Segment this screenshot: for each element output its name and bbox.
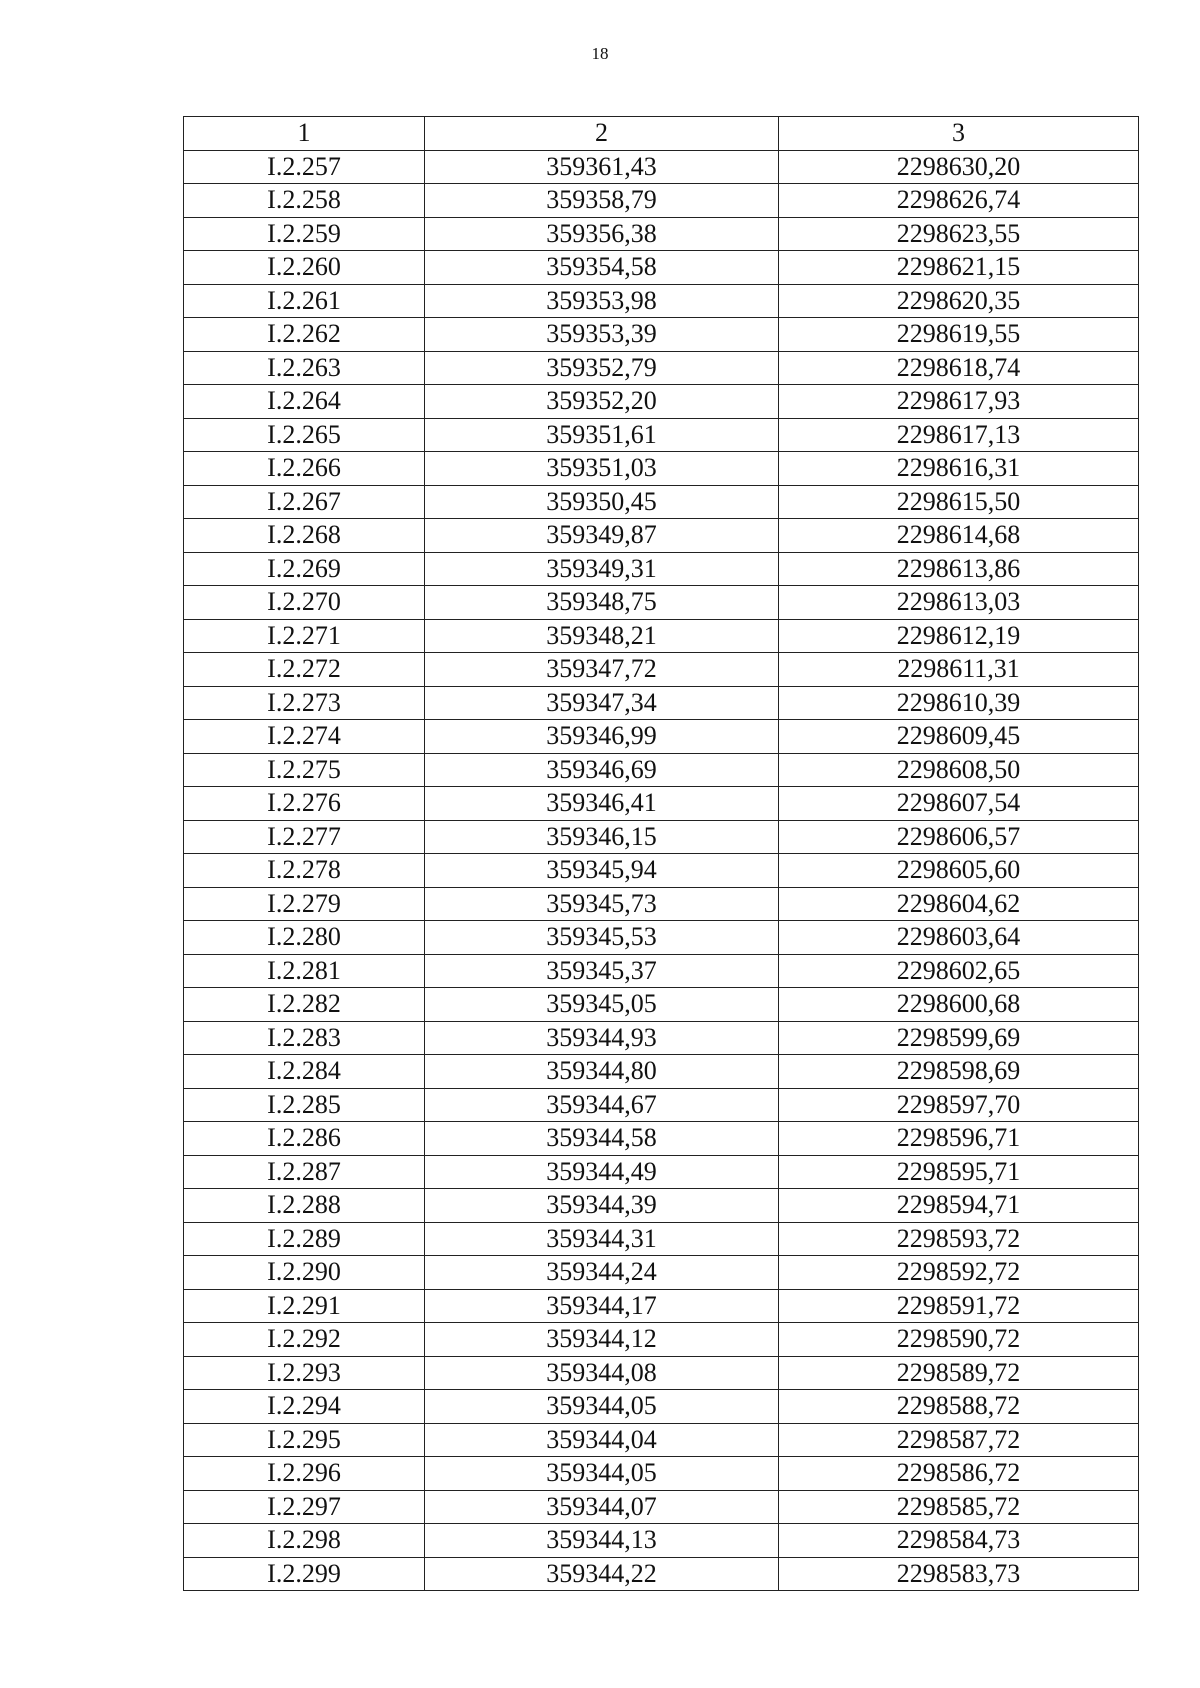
y-coordinate-cell: 2298600,68: [779, 988, 1139, 1022]
table-row: [184, 1222, 1139, 1256]
point-id-cell: I.2.264: [184, 385, 425, 419]
point-id-cell: I.2.286: [184, 1122, 425, 1156]
point-id-cell: I.2.282: [184, 988, 425, 1022]
x-coordinate-cell: 359344,22: [425, 1557, 779, 1591]
table-row: [184, 1323, 1139, 1357]
point-id-cell: I.2.283: [184, 1021, 425, 1055]
x-coordinate-cell: 359344,13: [425, 1524, 779, 1558]
y-coordinate-cell: 2298590,72: [779, 1323, 1139, 1357]
x-coordinate-cell: 359345,53: [425, 921, 779, 955]
table-row: [184, 485, 1139, 519]
point-id-cell: I.2.279: [184, 887, 425, 921]
point-id-cell: I.2.257: [184, 150, 425, 184]
y-coordinate-cell: 2298606,57: [779, 820, 1139, 854]
x-coordinate-cell: 359344,80: [425, 1055, 779, 1089]
y-coordinate-cell: 2298616,31: [779, 452, 1139, 486]
table-row: [184, 318, 1139, 352]
y-coordinate-cell: 2298610,39: [779, 686, 1139, 720]
x-coordinate-cell: 359345,05: [425, 988, 779, 1022]
y-coordinate-cell: 2298618,74: [779, 351, 1139, 385]
point-id-cell: I.2.273: [184, 686, 425, 720]
column-header-1: 1: [184, 117, 425, 151]
point-id-cell: I.2.287: [184, 1155, 425, 1189]
table-row: [184, 1088, 1139, 1122]
table-row: [184, 720, 1139, 754]
y-coordinate-cell: 2298591,72: [779, 1289, 1139, 1323]
x-coordinate-cell: 359345,94: [425, 854, 779, 888]
table-row: [184, 251, 1139, 285]
y-coordinate-cell: 2298583,73: [779, 1557, 1139, 1591]
x-coordinate-cell: 359348,21: [425, 619, 779, 653]
y-coordinate-cell: 2298613,86: [779, 552, 1139, 586]
point-id-cell: I.2.267: [184, 485, 425, 519]
x-coordinate-cell: 359353,98: [425, 284, 779, 318]
point-id-cell: I.2.288: [184, 1189, 425, 1223]
x-coordinate-cell: 359344,07: [425, 1490, 779, 1524]
table-row: [184, 418, 1139, 452]
x-coordinate-cell: 359345,73: [425, 887, 779, 921]
point-id-cell: I.2.274: [184, 720, 425, 754]
y-coordinate-cell: 2298609,45: [779, 720, 1139, 754]
table-row: [184, 452, 1139, 486]
y-coordinate-cell: 2298593,72: [779, 1222, 1139, 1256]
table-row: [184, 1423, 1139, 1457]
x-coordinate-cell: 359344,67: [425, 1088, 779, 1122]
y-coordinate-cell: 2298621,15: [779, 251, 1139, 285]
x-coordinate-cell: 359351,61: [425, 418, 779, 452]
point-id-cell: I.2.292: [184, 1323, 425, 1357]
point-id-cell: I.2.269: [184, 552, 425, 586]
y-coordinate-cell: 2298605,60: [779, 854, 1139, 888]
table-row: [184, 1155, 1139, 1189]
table-row: [184, 1490, 1139, 1524]
x-coordinate-cell: 359347,72: [425, 653, 779, 687]
point-id-cell: I.2.271: [184, 619, 425, 653]
x-coordinate-cell: 359346,99: [425, 720, 779, 754]
y-coordinate-cell: 2298598,69: [779, 1055, 1139, 1089]
point-id-cell: I.2.299: [184, 1557, 425, 1591]
y-coordinate-cell: 2298592,72: [779, 1256, 1139, 1290]
y-coordinate-cell: 2298611,31: [779, 653, 1139, 687]
point-id-cell: I.2.285: [184, 1088, 425, 1122]
table-row: [184, 351, 1139, 385]
point-id-cell: I.2.259: [184, 217, 425, 251]
y-coordinate-cell: 2298617,93: [779, 385, 1139, 419]
x-coordinate-cell: 359347,34: [425, 686, 779, 720]
x-coordinate-cell: 359351,03: [425, 452, 779, 486]
point-id-cell: I.2.278: [184, 854, 425, 888]
table-row: [184, 988, 1139, 1022]
table-row: [184, 385, 1139, 419]
point-id-cell: I.2.296: [184, 1457, 425, 1491]
point-id-cell: I.2.262: [184, 318, 425, 352]
table-row: [184, 954, 1139, 988]
x-coordinate-cell: 359344,39: [425, 1189, 779, 1223]
point-id-cell: I.2.266: [184, 452, 425, 486]
table-row: [184, 887, 1139, 921]
y-coordinate-cell: 2298584,73: [779, 1524, 1139, 1558]
y-coordinate-cell: 2298594,71: [779, 1189, 1139, 1223]
y-coordinate-cell: 2298589,72: [779, 1356, 1139, 1390]
y-coordinate-cell: 2298608,50: [779, 753, 1139, 787]
x-coordinate-cell: 359361,43: [425, 150, 779, 184]
y-coordinate-cell: 2298617,13: [779, 418, 1139, 452]
y-coordinate-cell: 2298597,70: [779, 1088, 1139, 1122]
table-row: [184, 1021, 1139, 1055]
y-coordinate-cell: 2298595,71: [779, 1155, 1139, 1189]
point-id-cell: I.2.293: [184, 1356, 425, 1390]
table-row: [184, 1390, 1139, 1424]
table-row: [184, 921, 1139, 955]
coordinates-table: [183, 116, 1139, 1591]
x-coordinate-cell: 359352,79: [425, 351, 779, 385]
point-id-cell: I.2.268: [184, 519, 425, 553]
y-coordinate-cell: 2298619,55: [779, 318, 1139, 352]
y-coordinate-cell: 2298626,74: [779, 184, 1139, 218]
point-id-cell: I.2.295: [184, 1423, 425, 1457]
x-coordinate-cell: 359344,93: [425, 1021, 779, 1055]
y-coordinate-cell: 2298599,69: [779, 1021, 1139, 1055]
x-coordinate-cell: 359344,12: [425, 1323, 779, 1357]
table-row: [184, 150, 1139, 184]
y-coordinate-cell: 2298586,72: [779, 1457, 1139, 1491]
table-row: [184, 1055, 1139, 1089]
y-coordinate-cell: 2298615,50: [779, 485, 1139, 519]
y-coordinate-cell: 2298602,65: [779, 954, 1139, 988]
table-row: [184, 1457, 1139, 1491]
page-number: 18: [591, 44, 609, 63]
table-row: [184, 787, 1139, 821]
y-coordinate-cell: 2298588,72: [779, 1390, 1139, 1424]
point-id-cell: I.2.284: [184, 1055, 425, 1089]
y-coordinate-cell: 2298612,19: [779, 619, 1139, 653]
x-coordinate-cell: 359344,05: [425, 1457, 779, 1491]
y-coordinate-cell: 2298623,55: [779, 217, 1139, 251]
table-row: [184, 753, 1139, 787]
table-row: [184, 653, 1139, 687]
y-coordinate-cell: 2298630,20: [779, 150, 1139, 184]
x-coordinate-cell: 359358,79: [425, 184, 779, 218]
table-row: [184, 184, 1139, 218]
point-id-cell: I.2.263: [184, 351, 425, 385]
point-id-cell: I.2.298: [184, 1524, 425, 1558]
table-row: [184, 1256, 1139, 1290]
x-coordinate-cell: 359346,69: [425, 753, 779, 787]
x-coordinate-cell: 359349,87: [425, 519, 779, 553]
table-row: [184, 284, 1139, 318]
x-coordinate-cell: 359344,49: [425, 1155, 779, 1189]
table-row: [184, 552, 1139, 586]
x-coordinate-cell: 359344,24: [425, 1256, 779, 1290]
x-coordinate-cell: 359353,39: [425, 318, 779, 352]
x-coordinate-cell: 359346,41: [425, 787, 779, 821]
y-coordinate-cell: 2298620,35: [779, 284, 1139, 318]
x-coordinate-cell: 359344,08: [425, 1356, 779, 1390]
x-coordinate-cell: 359344,58: [425, 1122, 779, 1156]
table-header-row: [184, 117, 1139, 151]
x-coordinate-cell: 359344,31: [425, 1222, 779, 1256]
point-id-cell: I.2.294: [184, 1390, 425, 1424]
table-row: [184, 1524, 1139, 1558]
table-row: [184, 1557, 1139, 1591]
table-row: [184, 1356, 1139, 1390]
table-row: [184, 619, 1139, 653]
point-id-cell: I.2.275: [184, 753, 425, 787]
x-coordinate-cell: 359350,45: [425, 485, 779, 519]
point-id-cell: I.2.260: [184, 251, 425, 285]
point-id-cell: I.2.270: [184, 586, 425, 620]
x-coordinate-cell: 359344,05: [425, 1390, 779, 1424]
point-id-cell: I.2.265: [184, 418, 425, 452]
point-id-cell: I.2.272: [184, 653, 425, 687]
table-row: [184, 1189, 1139, 1223]
point-id-cell: I.2.280: [184, 921, 425, 955]
point-id-cell: I.2.290: [184, 1256, 425, 1290]
point-id-cell: I.2.281: [184, 954, 425, 988]
table-row: [184, 820, 1139, 854]
x-coordinate-cell: 359354,58: [425, 251, 779, 285]
x-coordinate-cell: 359346,15: [425, 820, 779, 854]
coordinates-table-body: [184, 117, 1139, 1591]
point-id-cell: I.2.291: [184, 1289, 425, 1323]
y-coordinate-cell: 2298596,71: [779, 1122, 1139, 1156]
column-header-2: 2: [425, 117, 779, 151]
x-coordinate-cell: 359345,37: [425, 954, 779, 988]
table-row: [184, 217, 1139, 251]
point-id-cell: I.2.261: [184, 284, 425, 318]
point-id-cell: I.2.277: [184, 820, 425, 854]
point-id-cell: I.2.297: [184, 1490, 425, 1524]
y-coordinate-cell: 2298585,72: [779, 1490, 1139, 1524]
table-row: [184, 854, 1139, 888]
y-coordinate-cell: 2298614,68: [779, 519, 1139, 553]
y-coordinate-cell: 2298613,03: [779, 586, 1139, 620]
column-header-3: 3: [779, 117, 1139, 151]
point-id-cell: I.2.276: [184, 787, 425, 821]
x-coordinate-cell: 359352,20: [425, 385, 779, 419]
y-coordinate-cell: 2298603,64: [779, 921, 1139, 955]
table-row: [184, 1289, 1139, 1323]
x-coordinate-cell: 359344,17: [425, 1289, 779, 1323]
y-coordinate-cell: 2298607,54: [779, 787, 1139, 821]
table-row: [184, 686, 1139, 720]
x-coordinate-cell: 359344,04: [425, 1423, 779, 1457]
table-row: [184, 586, 1139, 620]
x-coordinate-cell: 359348,75: [425, 586, 779, 620]
table-row: [184, 519, 1139, 553]
point-id-cell: I.2.258: [184, 184, 425, 218]
x-coordinate-cell: 359349,31: [425, 552, 779, 586]
x-coordinate-cell: 359356,38: [425, 217, 779, 251]
y-coordinate-cell: 2298587,72: [779, 1423, 1139, 1457]
table-row: [184, 1122, 1139, 1156]
y-coordinate-cell: 2298604,62: [779, 887, 1139, 921]
point-id-cell: I.2.289: [184, 1222, 425, 1256]
